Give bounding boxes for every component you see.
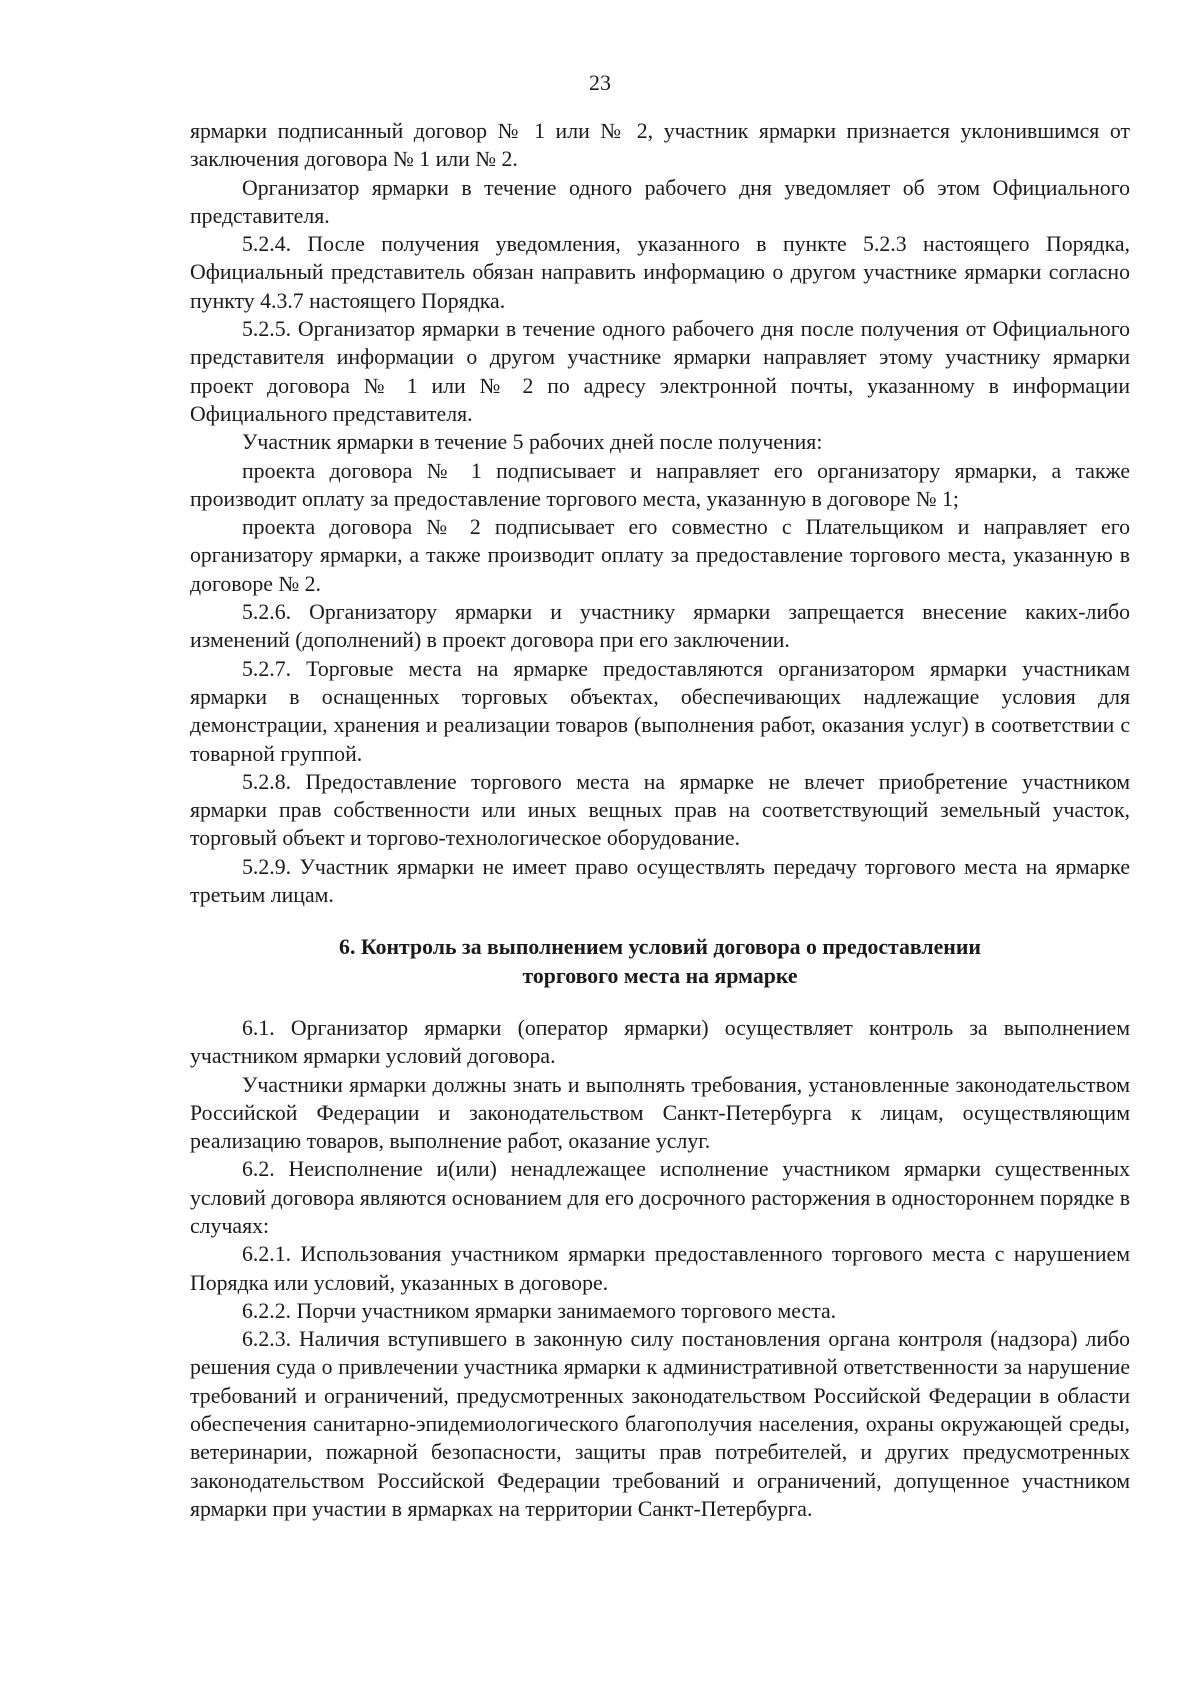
paragraph-6-2-2: 6.2.2. Порчи участником ярмарки занимаемого торгового места. — [242, 1298, 837, 1323]
paragraph: Участник ярмарки в течение 5 рабочих дней после получения: — [242, 430, 823, 455]
paragraph-6-2: 6.2. Неисполнение и(или) ненадлежащее исполнение участником ярмарки существенных условий договора являются основанием для его досрочного расторжения в одностороннем порядке в случаях: — [190, 1157, 1130, 1238]
paragraph: проекта договора № 2 подписывает его совместно с Плательщиком и направляет его организатору ярмарки, а также производит оплату за предоставление торгового места, указанную в договоре № 2. — [190, 515, 1130, 596]
paragraph-6-1: 6.1. Организатор ярмарки (оператор ярмарки) осуществляет контроль за выполнением участником ярмарки условий договора. — [190, 1015, 1130, 1069]
paragraph: проекта договора № 1 подписывает и направляет его организатору ярмарки, а также производит оплату за предоставление торгового места, указанную в договоре № 1; — [190, 458, 1130, 511]
paragraph-5-2-4: 5.2.4. После получения уведомления, указанного в пункте 5.2.3 настоящего Порядка, Официальный представитель обязан направить информацию о другом участнике ярмарки согласно пункту 4.3.7 настоящего Порядка. — [190, 232, 1130, 313]
paragraph-6-2-3: 6.2.3. Наличия вступившего в законную силу постановления органа контроля (надзора) либо решения суда о привлечении участника ярмарки к административной ответственности за нарушение требований и ограничений, предусмотренных законодательством Российской Федерации в области обеспечения санитарно-эпидемиологического благополучия населения, охраны окружающей среды, ветеринарии, пожарной безопасности, защиты прав потребителей, и других предусмотренных законодательством Российской Федерации требований и ограничений, допущенное участником ярмарки при участии в ярмарках на территории Санкт-Петербурга. — [190, 1327, 1130, 1521]
paragraph-6-2-1: 6.2.1. Использования участником ярмарки предоставленного торгового места с нарушением Порядка или условий, указанных в договоре. — [190, 1242, 1130, 1295]
document-body — [190, 117, 1130, 1523]
section-heading-line: 6. Контроль за выполнением условий договора о предоставлении — [339, 935, 981, 960]
paragraph-continuation: ярмарки подписанный договор № 1 или № 2, участник ярмарки признается уклонившимся от заключения договора № 1 или № 2. — [190, 119, 1130, 172]
paragraph-5-2-6: 5.2.6. Организатору ярмарки и участнику ярмарки запрещается внесение каких-либо изменений (дополнений) в проект договора при его заключении. — [190, 600, 1130, 653]
paragraph-5-2-5: 5.2.5. Организатор ярмарки в течение одного рабочего дня после получения от Официального представителя информации о другом участнике ярмарки направляет этому участнику ярмарки проект договора № 1 или № 2 по адресу электронной почты, указанному в информации Официального представителя. — [190, 317, 1130, 426]
paragraph: Организатор ярмарки в течение одного рабочего дня уведомляет об этом Официального представителя. — [190, 175, 1130, 228]
page-number: 23 — [589, 70, 611, 95]
paragraph-5-2-8: 5.2.8. Предоставление торгового места на ярмарке не влечет приобретение участником ярмарки прав собственности или иных вещных прав на соответствующий земельный участок, торговый объект и торгово-технологическое оборудование. — [190, 769, 1130, 851]
section-heading-6 — [190, 933, 1130, 990]
paragraph: Участники ярмарки должны знать и выполнять требования, установленные законодательством Российской Федерации и законодательством Санкт-Петербурга к лицам, осуществляющим реализацию товаров, выполнение работ, оказание услуг. — [190, 1072, 1130, 1154]
paragraph-5-2-9: 5.2.9. Участник ярмарки не имеет право осуществлять передачу торгового места на ярмарке третьим лицам. — [190, 854, 1130, 908]
section-heading-line: торгового места на ярмарке — [522, 963, 798, 988]
paragraph-5-2-7: 5.2.7. Торговые места на ярмарке предоставляются организатором ярмарки участникам ярмарки в оснащенных торговых объектах, обеспечивающих надлежащие условия для демонстрации, хранения и реализации товаров (выполнения работ, оказания услуг) в соответствии с товарной группой. — [190, 656, 1130, 766]
